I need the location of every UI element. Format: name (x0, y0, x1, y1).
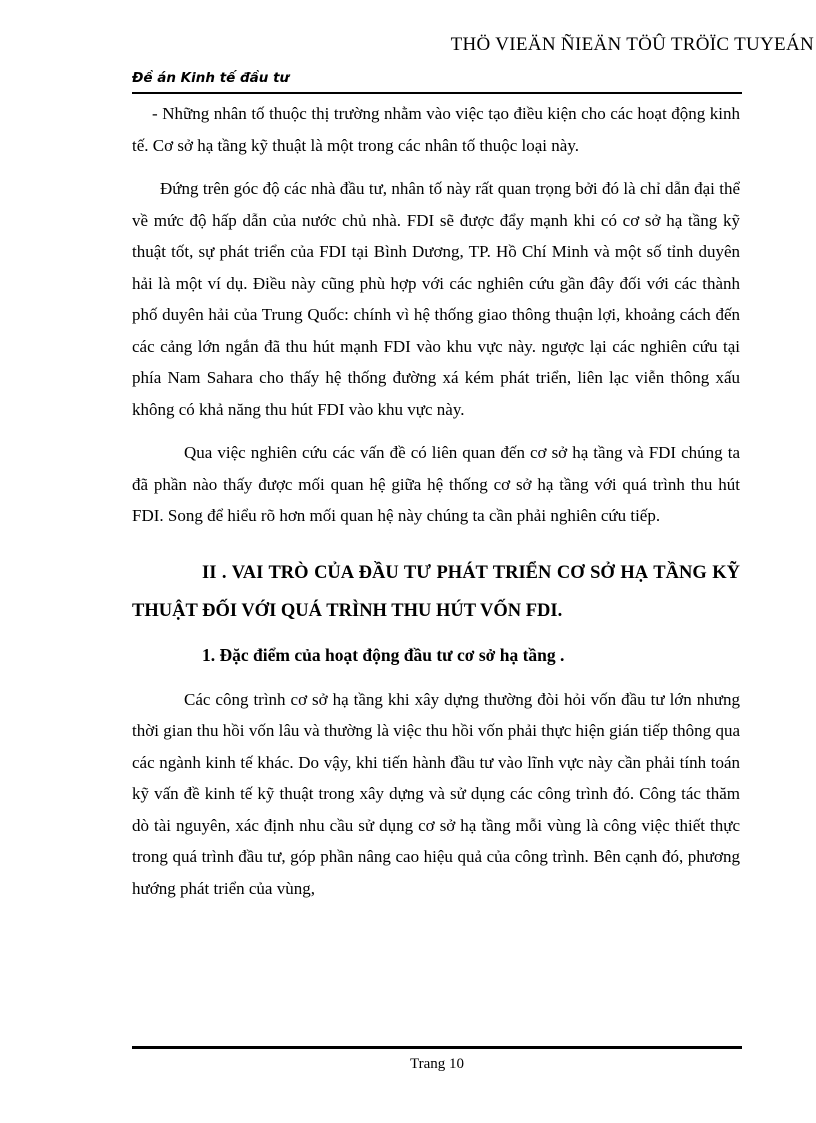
footer-divider (132, 1046, 742, 1049)
paragraph-market-factors: - Những nhân tố thuộc thị trường nhằm vào việc tạo điều kiện cho các hoạt động kinh tế. Cơ sở hạ tầng kỹ thuật là một trong các nhân tố thuộc loại này. (132, 104, 740, 155)
document-header-title: Đề án Kinh tế đầu tư (132, 70, 290, 86)
document-body (132, 98, 740, 904)
watermark-header: THÖ VIEÄN ÑIEÄN TÖÛ TRÖÏC TUYEÁN (450, 34, 814, 55)
page-number: Trang 10 (409, 1056, 465, 1072)
paragraph-infrastructure-characteristics: Các công trình cơ sở hạ tầng khi xây dựng thường đòi hỏi vốn đầu tư lớn nhưng thời gian thu hồi vốn lâu và thường là việc thu hồi vốn phải thực hiện gián tiếp thông qua các ngành kinh tế khác. Do vậy, khi tiến hành đầu tư vào lĩnh vực này cần phải tính toán kỹ vấn đề kinh tế kỹ thuật trong xây dựng và sử dụng các công trình đó. Công tác thăm dò tài nguyên, xác định nhu cầu sử dụng cơ sở hạ tầng mỗi vùng là công việc thiết thực trong quá trình đầu tư, góp phần nâng cao hiệu quả của công trình. Bên cạnh đó, phương hướng phát triển của vùng, (132, 689, 740, 898)
paragraph-relationship-summary: Qua việc nghiên cứu các vấn đề có liên quan đến cơ sở hạ tầng và FDI chúng ta đã phần nào thấy được mối quan hệ giữa hệ thống cơ sở hạ tầng với quá trình thu hút FDI. Song để hiểu rõ hơn mối quan hệ này chúng ta cần phải nghiên cứu tiếp. (132, 443, 740, 525)
paragraph-investor-perspective: Đứng trên góc độ các nhà đầu tư, nhân tố này rất quan trọng bởi đó là chỉ dẫn đại thể về mức độ hấp dẫn của nước chủ nhà. FDI sẽ được đẩy mạnh khi có cơ sở hạ tầng kỹ thuật tốt, sự phát triển của FDI tại Bình Dương, TP. Hồ Chí Minh và một số tỉnh duyên hải là một ví dụ. Điều này cũng phù hợp với các nghiên cứu gần đây đối với các thành phố duyên hải của Trung Quốc: chính vì hệ thống giao thông thuận lợi, khoảng cách đến các cảng lớn ngắn đã thu hút mạnh FDI vào khu vực này. ngược lại các nghiên cứu tại phía Nam Sahara cho thấy hệ thống đường xá kém phát triển, liên lạc viễn thông xấu không có khả năng thu hút FDI vào khu vực này. (132, 179, 740, 419)
subsection-heading: 1. Đặc điểm của hoạt động đầu tư cơ sở hạ tầng . (202, 644, 565, 665)
section-heading: II . VAI TRÒ CỦA ĐẦU TƯ PHÁT TRIỂN CƠ SỞ HẠ TẦNG KỸ THUẬT ĐỐI VỚI QUÁ TRÌNH THU HÚT VỐN FDI. (132, 562, 740, 621)
header-divider (132, 92, 742, 94)
